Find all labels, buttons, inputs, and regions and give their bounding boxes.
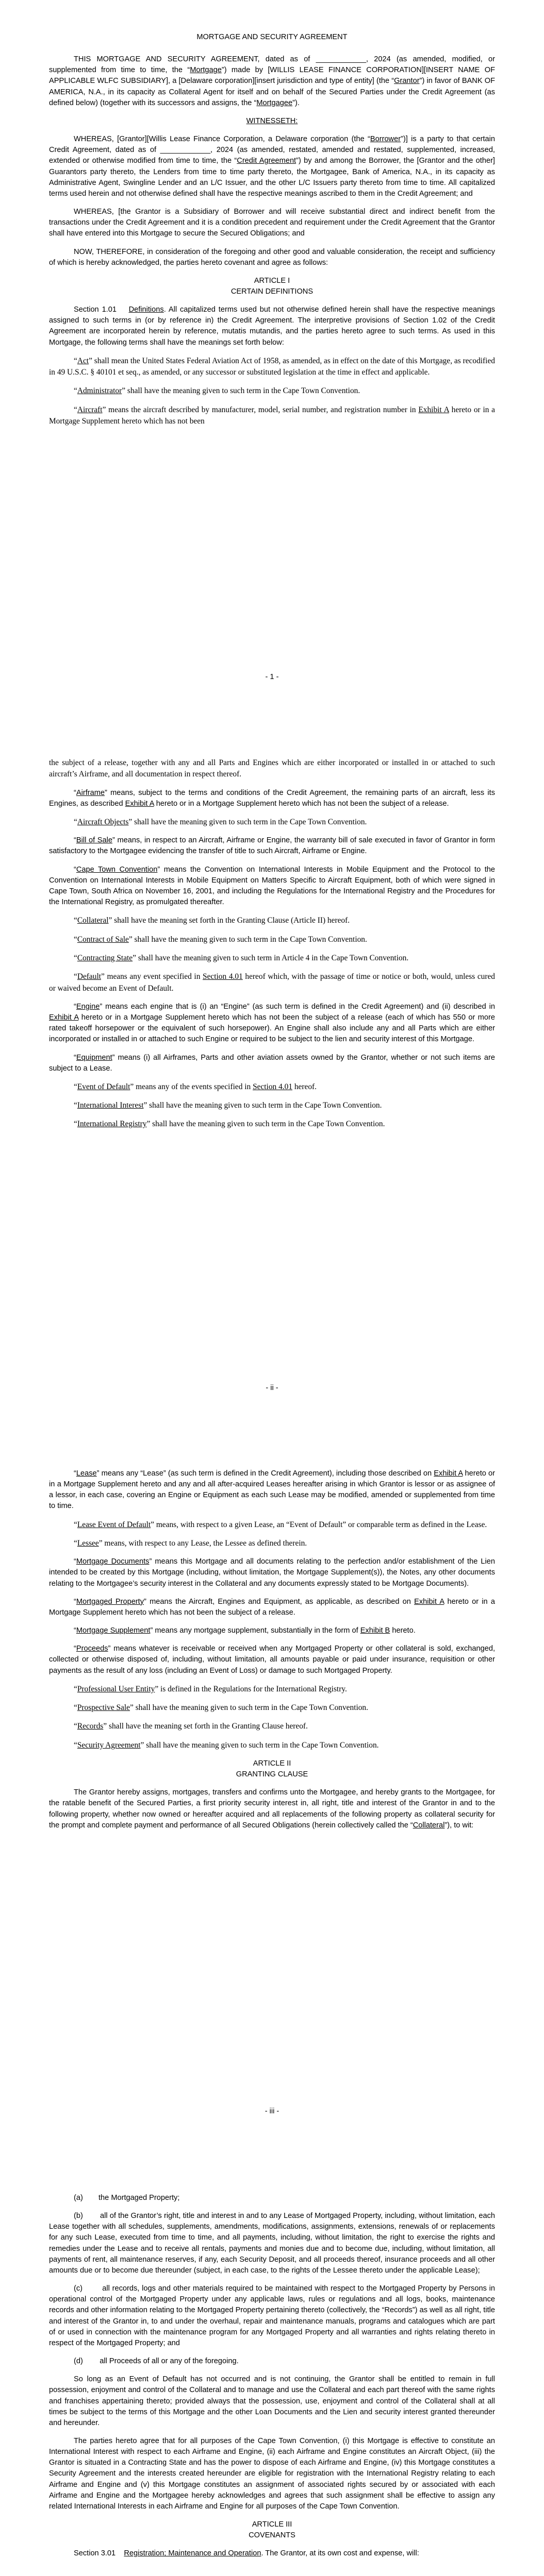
definition-contract-of-sale: “Contract of Sale” shall have the meaning given to such term in the Cape Town Convention. [74,935,367,944]
witnesseth-heading: WITNESSETH: [246,116,298,125]
definition-proceeds: “Proceeds” means whatever is receivable or received when any Mortgaged Property or other collateral is sold, exchanged, collected or otherwise disposed of, including, without limitation, all amounts payable or paid under insurance, requisition or other payments as the result of any loss (including an Event of Loss) or damage to such Mortgaged Property. [49,1645,495,1675]
definition-lease: “Lease” means any “Lease” (as such term is defined in the Credit Agreement), including those described on Exhibit A hereto or in a Mortgage Supplement hereto and any and all after-acquired Leases hereafter arising in which Grantor is lessor or as assignee of a lessor, in each case, covering an Engine or Equipment as each such Lease may be modified, amended or supplemented from time to time. [49,1469,496,1511]
definition-cape-town-convention: “Cape Town Convention” means the Convention on International Interests in Mobile Equipment and the Protocol to the Convention on International Interests in Mobile Equipment on Matters Specific to Aircraft Equipment, both of which were signed in Cape Town, South Africa on November 16, 2001, and including the Regulations for the International Registry and the Procedures for the International Registry, as promulgated thereafter. [49,865,495,907]
item-label: (a) [74,2194,83,2202]
definition-mortgage-supplement: “Mortgage Supplement” means any mortgage supplement, substantially in the form of Exhibit B hereto. [74,1626,416,1635]
page-1 [0,0,544,704]
article-2-number: ARTICLE II [253,1759,291,1768]
section-3-01: Section 3.01 Registration; Maintenance and Operation. The Grantor, at its own cost and expense, will: [74,2549,419,2558]
so-long-paragraph: So long as an Event of Default has not occurred and is not continuing, the Grantor shall be entitled to remain in full possession, enjoyment and control of the Collateral and to manage and use the Collateral and each part thereof with the same rights and franchises appertaining thereto; provided always that the possession, use, enjoyment and control of the Collateral shall at all times be subject to the terms of this Mortgage and the other Loan Documents and the Lien and security interest granted thereunder and hereunder. [49,2375,495,2427]
now-therefore-paragraph: NOW, THEREFORE, in consideration of the foregoing and other good and valuable consideration, the receipt and sufficiency of which is hereby acknowledged, the parties hereto covenant and agree as follows: [49,247,495,267]
page-number: - iii - [265,2107,279,2115]
definition-bill-of-sale: “Bill of Sale” means, in respect to an Aircraft, Airframe or Engine, the warranty bill of sale executed in favor of Grantor in form satisfactory to the Mortgagee evidencing the transfer of title to such Aircraft, Airframe or Engine. [49,836,495,856]
cape-town-parties-paragraph: The parties hereto agree that for all purposes of the Cape Town Convention, (i) this Mortgage is effective to constitute an International Interest with respect to each Airframe and Engine, (ii) each Airframe and Engine constitutes an Aircraft Object, (iii) the Grantor is situated in a Contracting State and has the power to dispose of each Airframe and Engine, (iv) this Mortgage constitutes a Security Agreement and the interests created hereunder are eligible for registration with the International Registry relating to each Airframe and Engine and (v) this Mortgage constitutes an assignment of associated rights secured by or associated with each Airframe and Engine and the Mortgagee hereby acknowledges and agrees that such assignment shall be effective to assign any related International Interests in each Airframe and Engine for all purposes of the Cape Town Convention. [49,2436,495,2511]
definition-security-agreement: “Security Agreement” shall have the meaning given to such term in the Cape Town Convention. [74,1740,379,1750]
definition-international-interest: “International Interest” shall have the meaning given to such term in the Cape Town Convention. [74,1101,382,1110]
collateral-item-c [49,2283,495,2349]
whereas-paragraph-1: WHEREAS, [Grantor][Willis Lease Finance Corporation, a Delaware corporation (the “Borrower”)] is a party to that certain Credit Agreement, dated as of ____________, 2024 (as amended, restated, amended and restated, supplemented, increased, extended or otherwise modified from time to time, the “Credit Agreement”) by and among the Borrower, the [Grantor and the other] Guarantors party thereto, the Lenders from time to time party thereto, the Mortgagee, Bank of America, N.A., in its capacity as Administrative Agent, Swingline Lender and an L/C Issuer, and the other L/C Issuers party thereto from time to time. All capitalized terms used herein and not otherwise defined shall have the respective meanings ascribed to them in the Credit Agreement; and [49,135,495,198]
definition-airframe: “Airframe” means, subject to the terms and conditions of the Credit Agreement, the remaining parts of an aircraft, less its Engines, as described Exhibit A hereto or in a Mortgage Supplement hereto which has not been the subject of a release. [49,788,495,808]
item-label: (c) [74,2284,83,2293]
item-label: (d) [74,2357,83,2366]
definition-contracting-state: “Contracting State” shall have the meaning given to such term in Article 4 in the Cape Town Convention. [74,953,409,962]
article-2-title: GRANTING CLAUSE [236,1770,308,1779]
definition-engine: “Engine” means each engine that is (i) an “Engine” (as such term is defined in the Credit Agreement) and (ii) described in Exhibit A hereto or in a Mortgage Supplement hereto which has not been the subject of a release (each of which has 550 or more rated takeoff horsepower or the equivalent of such horsepower). An Engine shall also include any and all Parts which are either incorporated or installed in or attached to such Engine or required to be subject to the lien and security interest of this Mortgage. [49,1002,495,1044]
definition-administrator: “Administrator” shall have the meaning given to such term in the Cape Town Convention. [74,386,360,396]
section-1-01: Section 1.01 Definitions. All capitalized terms used but not otherwise defined herein shall have the respective meanings assigned to such terms in (or by reference in) the Credit Agreement. The interpretive provisions of Section 1.02 of the Credit Agreement are incorporated herein by reference, mutatis mutandis, and the parties hereto agree to such terms. As used in this Mortgage, the following terms shall have the meanings set forth below: [49,306,495,347]
definition-records: “Records” shall have the meaning set forth in the Granting Clause hereof. [74,1722,308,1731]
definition-aircraft-objects: “Aircraft Objects” shall have the meaning given to such term in the Cape Town Convention. [74,817,367,826]
definition-lessee: “Lessee” means, with respect to any Lease, the Lessee as defined therein. [74,1538,307,1548]
item-text: the Mortgaged Property; [98,2194,180,2202]
page-number: - 1 - [265,673,279,681]
definition-mortgage-documents: “Mortgage Documents” means this Mortgage and all documents relating to the perfection and/or establishment of the Lien intended to be created by this Mortgage (including, without limitation, the Mortgage Supplement(s)), the Notes, any other documents relating to the Mortgagee’s security interest in the Collateral and any documents expressly stated to be Mortgage Documents). [49,1557,495,1588]
collateral-item-d [49,2356,495,2367]
definition-event-of-default: “Event of Default” means any of the events specified in Section 4.01 hereof. [74,1082,317,1091]
whereas-paragraph-2: WHEREAS, [the Grantor is a Subsidiary of Borrower and will receive substantial direct and indirect benefit from the transactions under the Credit Agreement and it is a condition precedent and requirement under the Credit Agreement that the Grantor shall have entered into this Mortgage to secure the Secured Obligations; and [49,208,495,238]
definition-lease-event-of-default: “Lease Event of Default” means, with respect to a given Lease, an “Event of Default” or comparable term as defined in the Lease. [74,1520,487,1529]
item-text: all records, logs and other materials required to be maintained with respect to the Mortgaged Property by Persons in operational control of the Mortgaged Property under any applicable laws, rules or regulations and all logs, books, maintenance records and other information relating to the Mortgaged Property pertaining thereto (collectively, the “Records”) as well as all right, title and interest of the Grantor in, to and under the overhaul, repair and maintenance manuals, programs and catalogues which are part of or used in connection with the maintenance program for any Mortgaged Property and all warranties and rights relating thereto in respect of the Mortgaged Property; and [49,2284,496,2347]
document-title: MORTGAGE AND SECURITY AGREEMENT [196,33,348,41]
article-1-number: ARTICLE I [254,276,290,285]
article-3-title: COVENANTS [249,2531,295,2540]
definition-act: “Act” shall mean the United States Federal Aviation Act of 1958, as amended, as in effect on the date of this Mortgage, as recodified in 49 U.S.C. § 40101 et seq., as amended, or any successor or substituted legislation at the time in effect and applicable. [49,356,495,377]
definition-aircraft: “Aircraft” means the aircraft described by manufacturer, model, serial number, and registration number in Exhibit A hereto or in a Mortgage Supplement hereto which has not been [49,405,496,426]
definition-professional-user-entity: “Professional User Entity” is defined in the Regulations for the International Registry. [74,1684,347,1693]
page-number: - ii - [266,1384,278,1392]
item-text: all Proceeds of all or any of the foregoing. [100,2357,239,2366]
definition-international-registry: “International Registry” shall have the meaning given to such term in the Cape Town Convention. [74,1120,385,1129]
definition-default: “Default” means any event specified in Section 4.01 hereof which, with the passage of time or notice or both, would, unless cured or waived become an Event of Default. [49,972,495,993]
article-1-title: CERTAIN DEFINITIONS [230,287,314,296]
aircraft-definition-continued: the subject of a release, together with any and all Parts and Engines which are either incorporated or installed in or attached to such aircraft’s Airframe, and all documentation in respect thereof. [49,758,495,779]
collateral-item-a [74,2193,495,2204]
definition-prospective-sale: “Prospective Sale” shall have the meaning given to such term in the Cape Town Convention. [74,1703,368,1713]
collateral-item-b [49,2211,495,2276]
item-text: all of the Grantor’s right, title and interest in and to any Lease of Mortgaged Property, including, without limitation, each Lease together with all schedules, supplements, amendments, modifications, assignments, extensions, renewals of or replacements for any such Lease, executed from time to time, and all payments, including, without limitation, the right to exercise the rights and remedies under the Lease and to receive all rentals, payments and monies due and to become due, including, without limitation, all payments of rent, all maintenance reserves, if any, each Security Deposit, and all proceeds thereof, insurance proceeds and all other amounts due or to become due thereunder (subject, in each case, to the rights of the Lessee thereto under the applicable Lease); [49,2212,496,2275]
article-3-number: ARTICLE III [252,2520,292,2529]
definition-equipment: “Equipment” means (i) all Airframes, Parts and other aviation assets owned by the Grantor, whether or not such items are subject to a Lease. [49,1053,495,1073]
page-3 [0,1418,544,2139]
intro-paragraph: THIS MORTGAGE AND SECURITY AGREEMENT, dated as of ____________, 2024 (as amended, modified, or supplemented from time to time, the “Mortgage”) made by [WILLIS LEASE FINANCE CORPORATION][INSERT NAME OF APPLICABLE WLFC SUBSIDIARY], a [Delaware corporation][insert jurisdiction and type of entity] (the “Grantor”) in favor of BANK OF AMERICA, N.A., in its capacity as Collateral Agent for itself and on behalf of the Secured Parties under the Credit Agreement (as defined below) (together with its successors and assigns, the “Mortgagee”). [49,55,495,107]
item-label: (b) [74,2212,83,2221]
page-4 [0,2139,544,2576]
granting-clause-paragraph: The Grantor hereby assigns, mortgages, transfers and confirms unto the Mortgagee, and hereby grants to the Mortgagee, for the ratable benefit of the Secured Parties, a first priority security interest in, all right, title and interest of the Grantor in and to the following property, whether now owned or hereafter acquired and all replacements of the following property as collateral security for the prompt and complete payment and performance of all Secured Obligations (herein collectively called the “Collateral”), to wit: [49,1788,495,1829]
page-2 [0,704,544,1418]
definition-collateral: “Collateral” shall have the meaning set forth in the Granting Clause (Article II) hereof. [74,916,350,925]
definition-mortgaged-property: “Mortgaged Property” means the Aircraft, Engines and Equipment, as applicable, as described on Exhibit A hereto or in a Mortgage Supplement hereto which has not been the subject of a release. [49,1597,495,1617]
